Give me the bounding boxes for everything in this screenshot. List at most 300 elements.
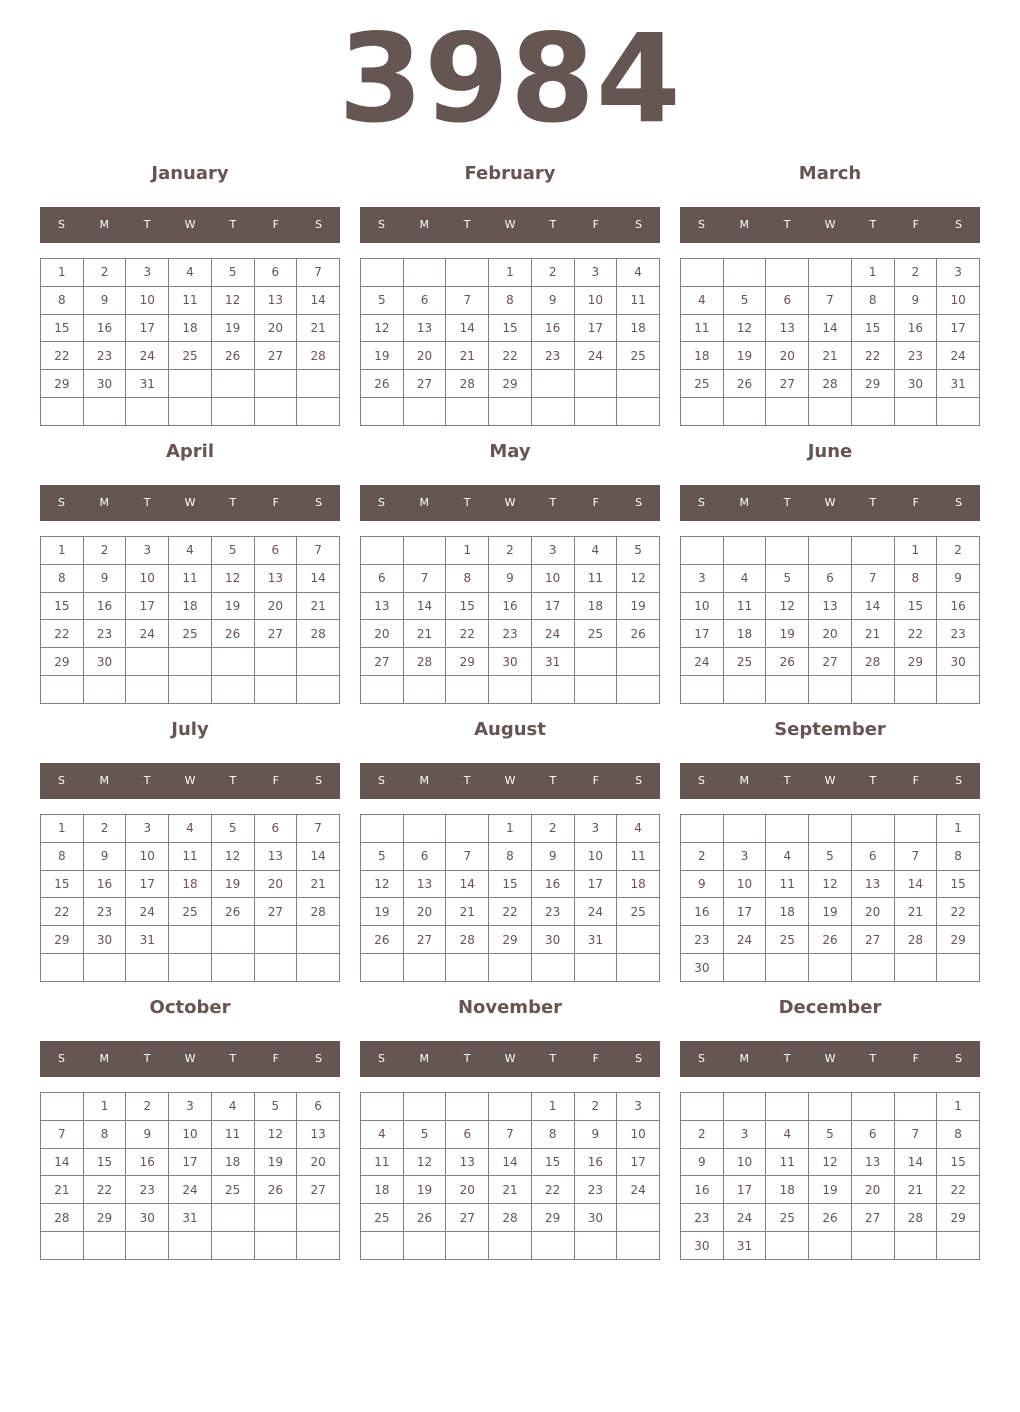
weekday-label: M: [419, 496, 430, 509]
day-cell: 2: [531, 815, 574, 843]
weekday-label: T: [549, 1052, 557, 1065]
day-cell: 17: [126, 314, 169, 342]
day-cell: 3: [126, 259, 169, 287]
weekday-label: M: [99, 774, 110, 787]
week-row: [41, 1232, 340, 1260]
day-cell: 28: [894, 926, 937, 954]
day-cell: 29: [851, 370, 894, 398]
day-cell: 22: [894, 620, 937, 648]
day-cell: 9: [83, 564, 126, 592]
weekday-label: S: [955, 496, 963, 509]
empty-cell: [169, 926, 212, 954]
week-row: [681, 1093, 980, 1121]
weekday-label: F: [912, 774, 919, 787]
week-row: [41, 1120, 340, 1148]
empty-cell: [489, 676, 532, 704]
day-cell: 6: [851, 842, 894, 870]
month-name: June: [807, 441, 853, 462]
empty-cell: [446, 398, 489, 426]
empty-cell: [574, 676, 617, 704]
week-row: [361, 592, 660, 620]
day-cell: 25: [617, 898, 660, 926]
day-cell: 12: [809, 870, 852, 898]
day-cell: 11: [681, 314, 724, 342]
weekday-label: S: [57, 774, 65, 787]
day-cell: 8: [937, 1120, 980, 1148]
week-row: [41, 842, 340, 870]
empty-cell: [681, 815, 724, 843]
empty-cell: [211, 926, 254, 954]
day-cell: 15: [41, 314, 84, 342]
week-row: [361, 648, 660, 676]
empty-cell: [126, 1232, 169, 1260]
day-cell: 20: [446, 1176, 489, 1204]
weekday-header: [680, 207, 980, 243]
empty-cell: [211, 676, 254, 704]
empty-cell: [809, 398, 852, 426]
empty-cell: [361, 1232, 404, 1260]
day-cell: 24: [169, 1176, 212, 1204]
day-cell: 6: [254, 537, 297, 565]
weekday-label: T: [463, 496, 471, 509]
day-cell: 21: [297, 314, 340, 342]
weekday-label: T: [143, 1052, 151, 1065]
empty-cell: [211, 954, 254, 982]
empty-cell: [83, 676, 126, 704]
day-cell: 22: [41, 898, 84, 926]
day-cell: 9: [681, 1148, 724, 1176]
week-row: [361, 620, 660, 648]
month-name: February: [464, 163, 556, 184]
day-cell: 13: [766, 314, 809, 342]
day-cell: 17: [126, 592, 169, 620]
day-cell: 25: [574, 620, 617, 648]
weekday-label: T: [229, 1052, 237, 1065]
day-cell: 19: [361, 898, 404, 926]
day-cell: 4: [211, 1093, 254, 1121]
day-cell: 8: [489, 842, 532, 870]
weekday-label: T: [229, 774, 237, 787]
day-cell: 9: [531, 286, 574, 314]
day-grid: [360, 1092, 660, 1260]
day-cell: 16: [83, 592, 126, 620]
day-cell: 25: [681, 370, 724, 398]
week-row: [681, 676, 980, 704]
day-cell: 20: [297, 1148, 340, 1176]
day-cell: 18: [574, 592, 617, 620]
weekday-label: T: [783, 774, 791, 787]
empty-cell: [851, 676, 894, 704]
month-name: March: [798, 163, 862, 184]
day-cell: 14: [489, 1148, 532, 1176]
day-cell: 29: [937, 926, 980, 954]
weekday-header: [680, 485, 980, 521]
week-row: [41, 342, 340, 370]
week-row: [361, 1120, 660, 1148]
day-cell: 30: [681, 1232, 724, 1260]
weekday-label: T: [869, 1052, 877, 1065]
day-cell: 26: [809, 1204, 852, 1232]
empty-cell: [254, 370, 297, 398]
day-cell: 28: [297, 620, 340, 648]
weekday-label: T: [143, 218, 151, 231]
day-cell: 16: [83, 870, 126, 898]
empty-cell: [169, 954, 212, 982]
weekday-label: F: [912, 496, 919, 509]
empty-cell: [126, 648, 169, 676]
day-cell: 30: [937, 648, 980, 676]
weekday-label: S: [697, 774, 705, 787]
day-cell: 16: [489, 592, 532, 620]
weekday-label: S: [635, 1052, 643, 1065]
day-cell: 28: [446, 926, 489, 954]
weekday-header: [40, 763, 340, 799]
empty-cell: [809, 1093, 852, 1121]
day-cell: 14: [297, 286, 340, 314]
day-cell: 15: [41, 870, 84, 898]
day-cell: 5: [617, 537, 660, 565]
day-grid: [680, 258, 980, 426]
weekday-label: F: [912, 1052, 919, 1065]
weekday-label: M: [99, 496, 110, 509]
weekday-label: M: [739, 218, 750, 231]
day-cell: 1: [41, 259, 84, 287]
week-row: [681, 537, 980, 565]
day-cell: 24: [681, 648, 724, 676]
empty-cell: [766, 815, 809, 843]
day-cell: 14: [297, 842, 340, 870]
day-cell: 22: [83, 1176, 126, 1204]
empty-cell: [681, 537, 724, 565]
week-row: [681, 1148, 980, 1176]
day-cell: 2: [531, 259, 574, 287]
day-cell: 7: [446, 842, 489, 870]
day-cell: 10: [126, 564, 169, 592]
day-cell: 11: [169, 842, 212, 870]
weekday-label: W: [184, 1052, 196, 1065]
empty-cell: [211, 370, 254, 398]
week-row: [41, 815, 340, 843]
day-cell: 18: [723, 620, 766, 648]
week-row: [361, 898, 660, 926]
empty-cell: [937, 676, 980, 704]
day-cell: 24: [531, 620, 574, 648]
empty-cell: [723, 815, 766, 843]
day-grid: [680, 1092, 980, 1260]
day-cell: 7: [297, 259, 340, 287]
empty-cell: [446, 815, 489, 843]
empty-cell: [83, 954, 126, 982]
day-cell: 11: [766, 1148, 809, 1176]
empty-cell: [531, 1232, 574, 1260]
day-cell: 5: [809, 1120, 852, 1148]
empty-cell: [254, 1232, 297, 1260]
weekday-label: T: [869, 218, 877, 231]
day-cell: 16: [531, 870, 574, 898]
week-row: [681, 926, 980, 954]
day-cell: 24: [574, 898, 617, 926]
day-cell: 14: [403, 592, 446, 620]
empty-cell: [297, 676, 340, 704]
empty-cell: [297, 398, 340, 426]
empty-cell: [851, 954, 894, 982]
day-cell: 11: [617, 842, 660, 870]
day-cell: 15: [851, 314, 894, 342]
day-cell: 12: [361, 870, 404, 898]
week-row: [41, 954, 340, 982]
day-cell: 19: [403, 1176, 446, 1204]
day-cell: 9: [126, 1120, 169, 1148]
empty-cell: [126, 676, 169, 704]
week-row: [361, 259, 660, 287]
empty-cell: [254, 648, 297, 676]
week-row: [681, 592, 980, 620]
day-cell: 4: [681, 286, 724, 314]
empty-cell: [446, 954, 489, 982]
day-cell: 27: [254, 898, 297, 926]
week-row: [681, 898, 980, 926]
day-cell: 21: [489, 1176, 532, 1204]
weekday-label: F: [592, 774, 599, 787]
month-name: September: [774, 719, 886, 740]
day-cell: 26: [361, 926, 404, 954]
empty-cell: [809, 954, 852, 982]
day-cell: 7: [403, 564, 446, 592]
weekday-label: T: [143, 774, 151, 787]
empty-cell: [574, 398, 617, 426]
day-cell: 25: [361, 1204, 404, 1232]
empty-cell: [41, 1093, 84, 1121]
day-cell: 29: [41, 648, 84, 676]
empty-cell: [489, 954, 532, 982]
day-cell: 27: [403, 926, 446, 954]
day-cell: 26: [617, 620, 660, 648]
week-row: [41, 286, 340, 314]
weekday-label: T: [143, 496, 151, 509]
empty-cell: [403, 537, 446, 565]
month-name: January: [151, 163, 229, 184]
day-cell: 10: [126, 842, 169, 870]
day-cell: 21: [809, 342, 852, 370]
day-cell: 30: [83, 648, 126, 676]
day-cell: 21: [403, 620, 446, 648]
empty-cell: [809, 676, 852, 704]
weekday-label: S: [57, 496, 65, 509]
day-cell: 20: [403, 342, 446, 370]
weekday-label: M: [739, 1052, 750, 1065]
day-cell: 22: [937, 1176, 980, 1204]
weekday-label: T: [783, 218, 791, 231]
empty-cell: [894, 1232, 937, 1260]
empty-cell: [681, 398, 724, 426]
week-row: [41, 1093, 340, 1121]
day-cell: 21: [894, 1176, 937, 1204]
empty-cell: [531, 398, 574, 426]
day-cell: 26: [211, 342, 254, 370]
day-cell: 16: [126, 1148, 169, 1176]
day-grid: [360, 258, 660, 426]
week-row: [361, 1232, 660, 1260]
day-cell: 29: [41, 926, 84, 954]
day-cell: 20: [766, 342, 809, 370]
day-cell: 15: [83, 1148, 126, 1176]
week-row: [361, 370, 660, 398]
day-cell: 3: [574, 815, 617, 843]
day-cell: 10: [723, 1148, 766, 1176]
day-cell: 22: [41, 342, 84, 370]
week-row: [681, 342, 980, 370]
day-grid: [360, 536, 660, 704]
day-cell: 31: [169, 1204, 212, 1232]
day-cell: 29: [446, 648, 489, 676]
day-cell: 28: [851, 648, 894, 676]
day-cell: 3: [681, 564, 724, 592]
week-row: [41, 314, 340, 342]
day-cell: 19: [211, 870, 254, 898]
weekday-label: S: [697, 218, 705, 231]
day-cell: 14: [851, 592, 894, 620]
day-cell: 12: [211, 286, 254, 314]
day-cell: 22: [937, 898, 980, 926]
week-row: [41, 926, 340, 954]
day-cell: 15: [894, 592, 937, 620]
week-row: [681, 842, 980, 870]
weekday-label: S: [315, 1052, 323, 1065]
day-cell: 15: [489, 870, 532, 898]
empty-cell: [41, 398, 84, 426]
empty-cell: [937, 954, 980, 982]
weekday-header: [40, 1041, 340, 1077]
day-cell: 25: [169, 342, 212, 370]
day-cell: 9: [894, 286, 937, 314]
weekday-label: T: [463, 774, 471, 787]
day-cell: 4: [361, 1120, 404, 1148]
day-cell: 6: [361, 564, 404, 592]
day-cell: 28: [446, 370, 489, 398]
day-cell: 28: [894, 1204, 937, 1232]
empty-cell: [361, 537, 404, 565]
day-cell: 18: [617, 870, 660, 898]
day-cell: 24: [617, 1176, 660, 1204]
weekday-label: T: [463, 218, 471, 231]
weekday-header: [680, 763, 980, 799]
weekday-label: W: [824, 774, 836, 787]
weekday-label: S: [697, 496, 705, 509]
day-cell: 12: [809, 1148, 852, 1176]
weekday-label: S: [697, 1052, 705, 1065]
day-cell: 3: [574, 259, 617, 287]
weekday-label: F: [592, 496, 599, 509]
day-cell: 19: [809, 1176, 852, 1204]
day-cell: 18: [766, 1176, 809, 1204]
day-cell: 29: [531, 1204, 574, 1232]
empty-cell: [617, 1204, 660, 1232]
empty-cell: [809, 537, 852, 565]
day-cell: 1: [531, 1093, 574, 1121]
weekday-label: S: [315, 496, 323, 509]
day-cell: 12: [766, 592, 809, 620]
day-cell: 7: [489, 1120, 532, 1148]
empty-cell: [361, 676, 404, 704]
day-cell: 15: [489, 314, 532, 342]
day-cell: 23: [531, 898, 574, 926]
day-cell: 1: [41, 537, 84, 565]
empty-cell: [169, 648, 212, 676]
empty-cell: [723, 398, 766, 426]
day-cell: 26: [211, 898, 254, 926]
day-cell: 20: [254, 870, 297, 898]
day-cell: 17: [574, 314, 617, 342]
weekday-label: S: [57, 1052, 65, 1065]
day-cell: 27: [851, 1204, 894, 1232]
weekday-header: [360, 1041, 660, 1077]
day-cell: 15: [531, 1148, 574, 1176]
year-title: 3984: [338, 8, 682, 150]
day-cell: 11: [361, 1148, 404, 1176]
empty-cell: [297, 648, 340, 676]
empty-cell: [937, 1232, 980, 1260]
empty-cell: [211, 1204, 254, 1232]
week-row: [41, 259, 340, 287]
week-row: [41, 1148, 340, 1176]
empty-cell: [617, 676, 660, 704]
week-row: [361, 676, 660, 704]
day-cell: 7: [894, 1120, 937, 1148]
empty-cell: [894, 398, 937, 426]
week-row: [361, 1176, 660, 1204]
day-cell: 14: [894, 1148, 937, 1176]
empty-cell: [403, 1232, 446, 1260]
day-cell: 23: [83, 898, 126, 926]
day-cell: 22: [41, 620, 84, 648]
day-cell: 18: [766, 898, 809, 926]
day-cell: 2: [83, 537, 126, 565]
empty-cell: [574, 370, 617, 398]
day-cell: 13: [254, 286, 297, 314]
weekday-label: T: [549, 218, 557, 231]
weekday-label: T: [783, 1052, 791, 1065]
day-cell: 21: [446, 898, 489, 926]
day-cell: 31: [937, 370, 980, 398]
weekday-label: S: [955, 218, 963, 231]
empty-cell: [851, 398, 894, 426]
day-cell: 19: [211, 314, 254, 342]
day-cell: 3: [169, 1093, 212, 1121]
empty-cell: [809, 1232, 852, 1260]
empty-cell: [361, 1093, 404, 1121]
day-cell: 10: [574, 286, 617, 314]
weekday-label: M: [419, 774, 430, 787]
empty-cell: [83, 398, 126, 426]
day-cell: 29: [83, 1204, 126, 1232]
day-cell: 13: [809, 592, 852, 620]
day-cell: 26: [361, 370, 404, 398]
day-cell: 28: [809, 370, 852, 398]
day-cell: 17: [937, 314, 980, 342]
day-cell: 12: [617, 564, 660, 592]
week-row: [361, 870, 660, 898]
day-cell: 17: [681, 620, 724, 648]
day-cell: 8: [894, 564, 937, 592]
week-row: [681, 286, 980, 314]
empty-cell: [937, 398, 980, 426]
empty-cell: [254, 926, 297, 954]
day-cell: 5: [254, 1093, 297, 1121]
day-cell: 27: [254, 620, 297, 648]
day-cell: 13: [403, 870, 446, 898]
week-row: [681, 815, 980, 843]
day-grid: [680, 814, 980, 982]
